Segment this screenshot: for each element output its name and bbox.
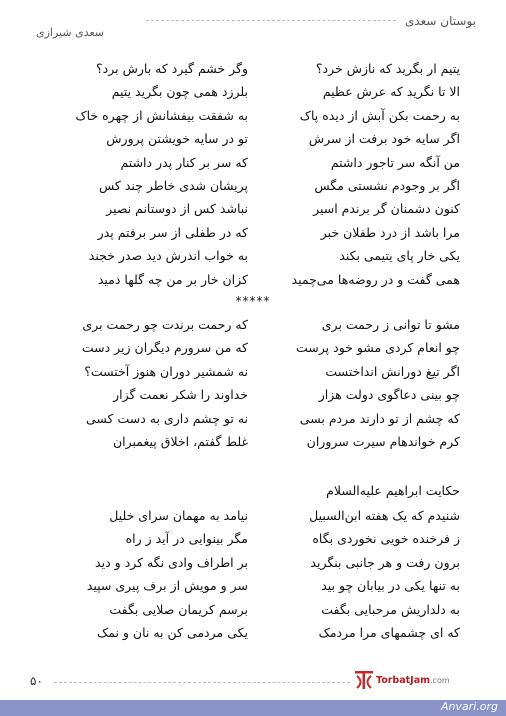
verse-first-hemistich: کنون دشمنان گر برندم اسیر [313, 201, 460, 217]
page-header [36, 14, 476, 39]
verse-line [60, 574, 460, 597]
section-separator: ***** [235, 294, 271, 308]
verse-first-hemistich: ز فرخنده خویی نخوردی بگاه [312, 531, 460, 547]
verse-first-hemistich: برون رفت و هر جانبی بنگرید [310, 554, 460, 570]
verse-line [60, 504, 460, 527]
verse-line [60, 383, 460, 406]
book-title: بوستان سعدی [404, 14, 476, 28]
poem-section-3 [60, 504, 460, 644]
verse-second-hemistich: بلرزد همی چون بگرید یتیم [111, 84, 248, 100]
verse-second-hemistich: مگر بینوایی در آید ز راه [125, 531, 248, 547]
verse-line [60, 407, 460, 430]
poem-section-2 [60, 313, 460, 453]
verse-line [60, 336, 460, 359]
verse-line [60, 430, 460, 453]
verse-second-hemistich: که در طفلی از سر برفتم پدر [97, 224, 248, 240]
verse-first-hemistich: همی گفت و در روضه‌ها می‌چمید [291, 271, 460, 287]
verse-second-hemistich: به خواب اندرش دید صدر خجند [88, 248, 248, 264]
verse-line [60, 197, 460, 220]
verse-second-hemistich: نباشد کس از دوستانم نصیر [106, 201, 248, 217]
verse-second-hemistich: که رحمت برندت چو رحمت بری [82, 317, 248, 332]
poem-section-1 [60, 57, 460, 291]
verse-line [60, 57, 460, 80]
verse-line [60, 151, 460, 174]
watermark-bar [0, 700, 506, 716]
verse-second-hemistich: نیامد به مهمان سرای خلیل [109, 508, 248, 523]
header-divider [146, 20, 396, 21]
verse-first-hemistich: اگر سایه خود برفت از سرش [308, 131, 460, 147]
page-footer [30, 674, 470, 692]
verse-line [60, 244, 460, 267]
verse-first-hemistich: مرا باشد از درد طفلان خبر [320, 224, 460, 240]
verse-first-hemistich: به رحمت بکن آبش از دیده پاک [299, 107, 460, 123]
verse-first-hemistich: اگر بر وجودم نشستی مگس [314, 177, 460, 193]
verse-first-hemistich: یتیم ار بگرید که نازش خرد؟ [315, 61, 460, 76]
verse-first-hemistich: چو انعام کردی مشو خود پرست [296, 340, 460, 356]
verse-second-hemistich: یکی مردمی کن به نان و نمک [97, 624, 248, 640]
verse-line [60, 80, 460, 103]
verse-line [60, 527, 460, 550]
torbatjam-logo-icon [354, 670, 374, 690]
verse-second-hemistich: کزان خار بر من چه گلها دمید [97, 271, 248, 287]
verse-second-hemistich: تو در سایه خویشتن پرورش [106, 131, 248, 147]
verse-line [60, 174, 460, 197]
verse-line [60, 268, 460, 291]
verse-second-hemistich: که سر بر کنار پدر داشتم [120, 154, 248, 170]
verse-first-hemistich: که ای چشمهای مرا مردمک [318, 624, 460, 640]
verse-first-hemistich: الا تا نگرید که عرش عظیم [322, 84, 460, 100]
verse-first-hemistich: کرم خواندهام سیرت سروران [306, 433, 460, 449]
verse-second-hemistich: به شفقت بیفشانش از چهره خاک [75, 107, 248, 123]
verse-first-hemistich: مشو تا توانی ز رحمت بری [321, 317, 460, 332]
verse-second-hemistich: نه تو چشم داری به دست کسی [85, 410, 248, 426]
verse-line [60, 127, 460, 150]
logo-text: TorbatJam.com [376, 675, 450, 686]
verse-second-hemistich: که من سرورم دیگران زیر دست [81, 340, 248, 356]
verse-second-hemistich: غلط گفتم، اخلاق پیغمبران [112, 433, 248, 449]
verse-second-hemistich: نه شمشیر دوران هنوز آختست؟ [84, 363, 248, 379]
verse-second-hemistich: خداوند را شکر نعمت گزار [113, 387, 248, 403]
verse-line [60, 551, 460, 574]
verse-line [60, 313, 460, 336]
verse-first-hemistich: یکی خار پای یتیمی بکند [339, 248, 460, 264]
page-number: ۵۰ [30, 674, 43, 688]
verse-second-hemistich: پریشان شدی خاطر چند کس [98, 177, 248, 193]
verse-line [60, 221, 460, 244]
verse-first-hemistich: اگر تیغ دورانش انداختست [325, 363, 460, 379]
story-title: حکایت ابراهیم علیه‌السلام [326, 483, 460, 498]
verse-second-hemistich: وگر خشم گیرد که بارش برد؟ [96, 61, 248, 76]
verse-second-hemistich: بر اطراف وادی نگه کرد و دید [95, 554, 248, 570]
verse-line [60, 621, 460, 644]
site-logo [354, 670, 470, 692]
footer-divider [54, 682, 350, 683]
verse-second-hemistich: برسم کریمان صلایی بگفت [109, 601, 248, 617]
verse-first-hemistich: شنیدم که یک هفته ابن‌السبیل [309, 508, 460, 523]
verse-first-hemistich: که چشم از تو دارند مردم بسی [299, 410, 460, 426]
verse-line [60, 598, 460, 621]
watermark-text: Anvari.org [440, 700, 498, 713]
verse-line [60, 360, 460, 383]
verse-first-hemistich: به تنها یکی در بیابان چو بید [321, 578, 460, 594]
verse-second-hemistich: سر و مویش از برف پیری سپید [86, 578, 248, 594]
author-name: سعدی شیرازی [36, 26, 104, 39]
verse-first-hemistich: چو بینی دعاگوی دولت هزار [318, 387, 460, 403]
verse-first-hemistich: به دلداریش مرحبایی بگفت [321, 601, 460, 617]
verse-line [60, 104, 460, 127]
verse-first-hemistich: من آنگه سر تاجور داشتم [330, 154, 460, 170]
